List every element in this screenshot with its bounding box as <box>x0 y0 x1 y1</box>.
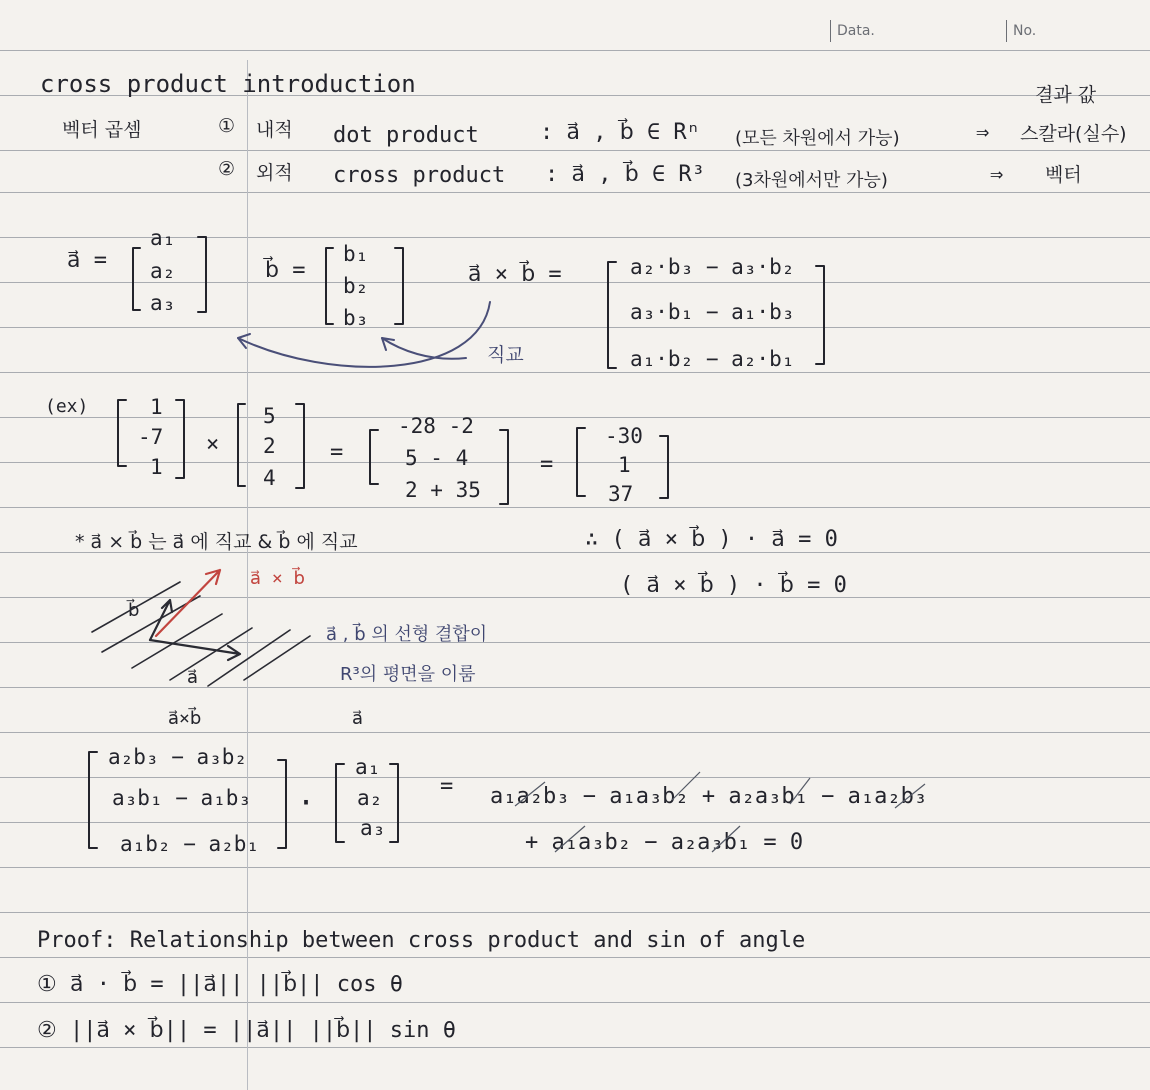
left-bracket <box>238 404 245 486</box>
right-bracket <box>390 764 398 842</box>
right-bracket <box>198 237 206 312</box>
dot-product-result: 스칼라(실수) <box>1020 123 1127 145</box>
cross-product-result: 벡터 <box>1045 164 1082 186</box>
matrix-entry: 1 <box>150 455 163 479</box>
equals-sign: = <box>440 774 454 799</box>
equals-sign: = <box>540 452 554 477</box>
left-bracket <box>89 752 97 848</box>
plane-note-line-1: a⃗ , b⃗ 의 선형 결합이 <box>326 624 488 645</box>
matrix-entry: b₂ <box>343 274 369 298</box>
matrix-entry: a₁b₂ − a₂b₁ <box>120 832 260 856</box>
orthogonal-arrow-to-a <box>238 302 490 367</box>
cross-vector-heading: a⃗×b⃗ <box>168 708 202 729</box>
matrix-entry: a₂ <box>150 259 176 283</box>
proof-equation-2: ② ||a⃗ × b⃗|| = ||a⃗|| ||b⃗|| sin θ <box>37 1018 456 1043</box>
orthogonality-result-a: ∴ ( a⃗ × b⃗ ) · a⃗ = 0 <box>585 527 838 552</box>
a-vector-heading: a⃗ <box>352 708 364 729</box>
matrix-entry: b₁ <box>343 242 369 266</box>
plane-hatch <box>244 636 310 680</box>
cross-product-korean: 외적 <box>256 162 293 184</box>
matrix-entry: a₃b₁ − a₁b₃ <box>112 786 252 810</box>
cancel-stroke <box>712 826 740 852</box>
matrix-entry: -7 <box>138 425 164 449</box>
right-bracket <box>500 430 508 504</box>
dot-product-domain: : a⃗ , b⃗ ∈ Rⁿ <box>540 120 700 145</box>
matrix-entry: a₃ <box>360 816 386 840</box>
plane-hatch <box>132 614 222 668</box>
cross-product-label: a⃗ × b⃗ = <box>468 262 562 287</box>
times-sign: × <box>206 432 220 457</box>
item-number: ① <box>218 115 236 137</box>
orthogonal-note: 직교 <box>487 344 524 366</box>
equals-sign: = <box>330 440 344 465</box>
orthogonality-statement: * a⃗ × b⃗ 는 a⃗ 에 직교 & b⃗ 에 직교 <box>75 531 358 553</box>
matrix-entry: b₃ <box>343 306 369 330</box>
proof-equation-1: ① a⃗ · b⃗ = ||a⃗|| ||b⃗|| cos θ <box>37 972 404 997</box>
number-field-label: No. <box>1006 20 1036 42</box>
right-bracket <box>278 760 286 848</box>
matrix-entry: 1 <box>618 453 631 477</box>
right-bracket <box>816 266 824 364</box>
date-field-label: Data. <box>830 20 875 42</box>
matrix-entry: a₃ <box>150 291 176 315</box>
proof-title: Proof: Relationship between cross product and sin of angle <box>37 928 806 953</box>
dot-operator: · <box>297 786 316 821</box>
cancel-stroke <box>515 782 545 806</box>
b-vector-tag: b⃗ <box>128 600 140 621</box>
matrix-entry: 2 + 35 <box>405 478 481 502</box>
matrix-entry: a₁ <box>150 226 176 250</box>
result-heading: 결과 값 <box>1035 84 1097 106</box>
left-bracket <box>133 248 140 310</box>
matrix-entry: a₂b₃ − a₃b₂ <box>108 745 248 769</box>
vector-a-label: a⃗ = <box>67 248 107 273</box>
cancel-stroke <box>895 784 925 808</box>
left-bracket <box>326 248 333 324</box>
left-bracket <box>370 430 378 484</box>
example-label: (ex) <box>45 396 89 417</box>
cancel-stroke <box>672 772 700 800</box>
matrix-entry: a₁ <box>355 755 381 779</box>
matrix-entry: 4 <box>263 466 276 490</box>
page-title: cross product introduction <box>40 70 416 98</box>
vector-b-label: b⃗ = <box>265 258 306 283</box>
a-vector-tag: a⃗ <box>187 667 199 688</box>
left-bracket <box>608 262 616 368</box>
cancel-stroke <box>555 826 585 852</box>
plane-note-line-2: R³의 평면을 이룸 <box>340 664 476 685</box>
item-number: ② <box>218 158 236 180</box>
expansion-line-1: a₁a₂b₃ − a₁a₃b₂ + a₂a₃b₁ − a₁a₂b₃ <box>490 784 928 809</box>
right-bracket <box>395 248 403 324</box>
orthogonality-result-b: ( a⃗ × b⃗ ) · b⃗ = 0 <box>620 573 847 598</box>
cancel-stroke <box>790 778 810 804</box>
matrix-entry: 2 <box>263 434 276 458</box>
right-bracket <box>296 404 304 488</box>
dot-product-korean: 내적 <box>256 119 293 141</box>
implies-arrow: ⇒ <box>990 162 1004 187</box>
matrix-entry: -28 -2 <box>398 414 474 438</box>
right-bracket <box>660 436 668 498</box>
matrix-entry: a₁·b₂ − a₂·b₁ <box>630 347 795 371</box>
left-bracket <box>336 764 344 842</box>
matrix-entry: 1 <box>150 395 163 419</box>
cross-vector-tag: a⃗ × b⃗ <box>250 568 305 589</box>
matrix-entry: a₂ <box>357 786 383 810</box>
dot-product-english: dot product <box>333 123 479 148</box>
matrix-entry: 37 <box>608 482 634 506</box>
dot-product-note: (모든 차원에서 가능) <box>735 128 900 149</box>
cross-product-domain: : a⃗ , b⃗ ∈ R³ <box>545 162 705 187</box>
expansion-line-2: + a₁a₃b₂ − a₂a₃b₁ = 0 <box>525 830 804 855</box>
matrix-entry: 5 <box>263 404 276 428</box>
left-bracket <box>577 428 585 496</box>
matrix-entry: -30 <box>605 424 643 448</box>
matrix-entry: 5 - 4 <box>405 446 469 470</box>
orthogonal-arrow-to-b <box>382 338 466 359</box>
right-bracket <box>176 400 184 478</box>
cross-product-note: (3차원에서만 가능) <box>735 170 888 191</box>
vector-product-label: 벡터 곱셈 <box>62 119 142 141</box>
implies-arrow: ⇒ <box>976 120 990 145</box>
matrix-entry: a₃·b₁ − a₁·b₃ <box>630 300 795 324</box>
cross-product-english: cross product <box>333 163 506 188</box>
vector-b-arrow <box>150 600 172 640</box>
left-bracket <box>118 400 126 466</box>
matrix-entry: a₂·b₃ − a₃·b₂ <box>630 255 795 279</box>
